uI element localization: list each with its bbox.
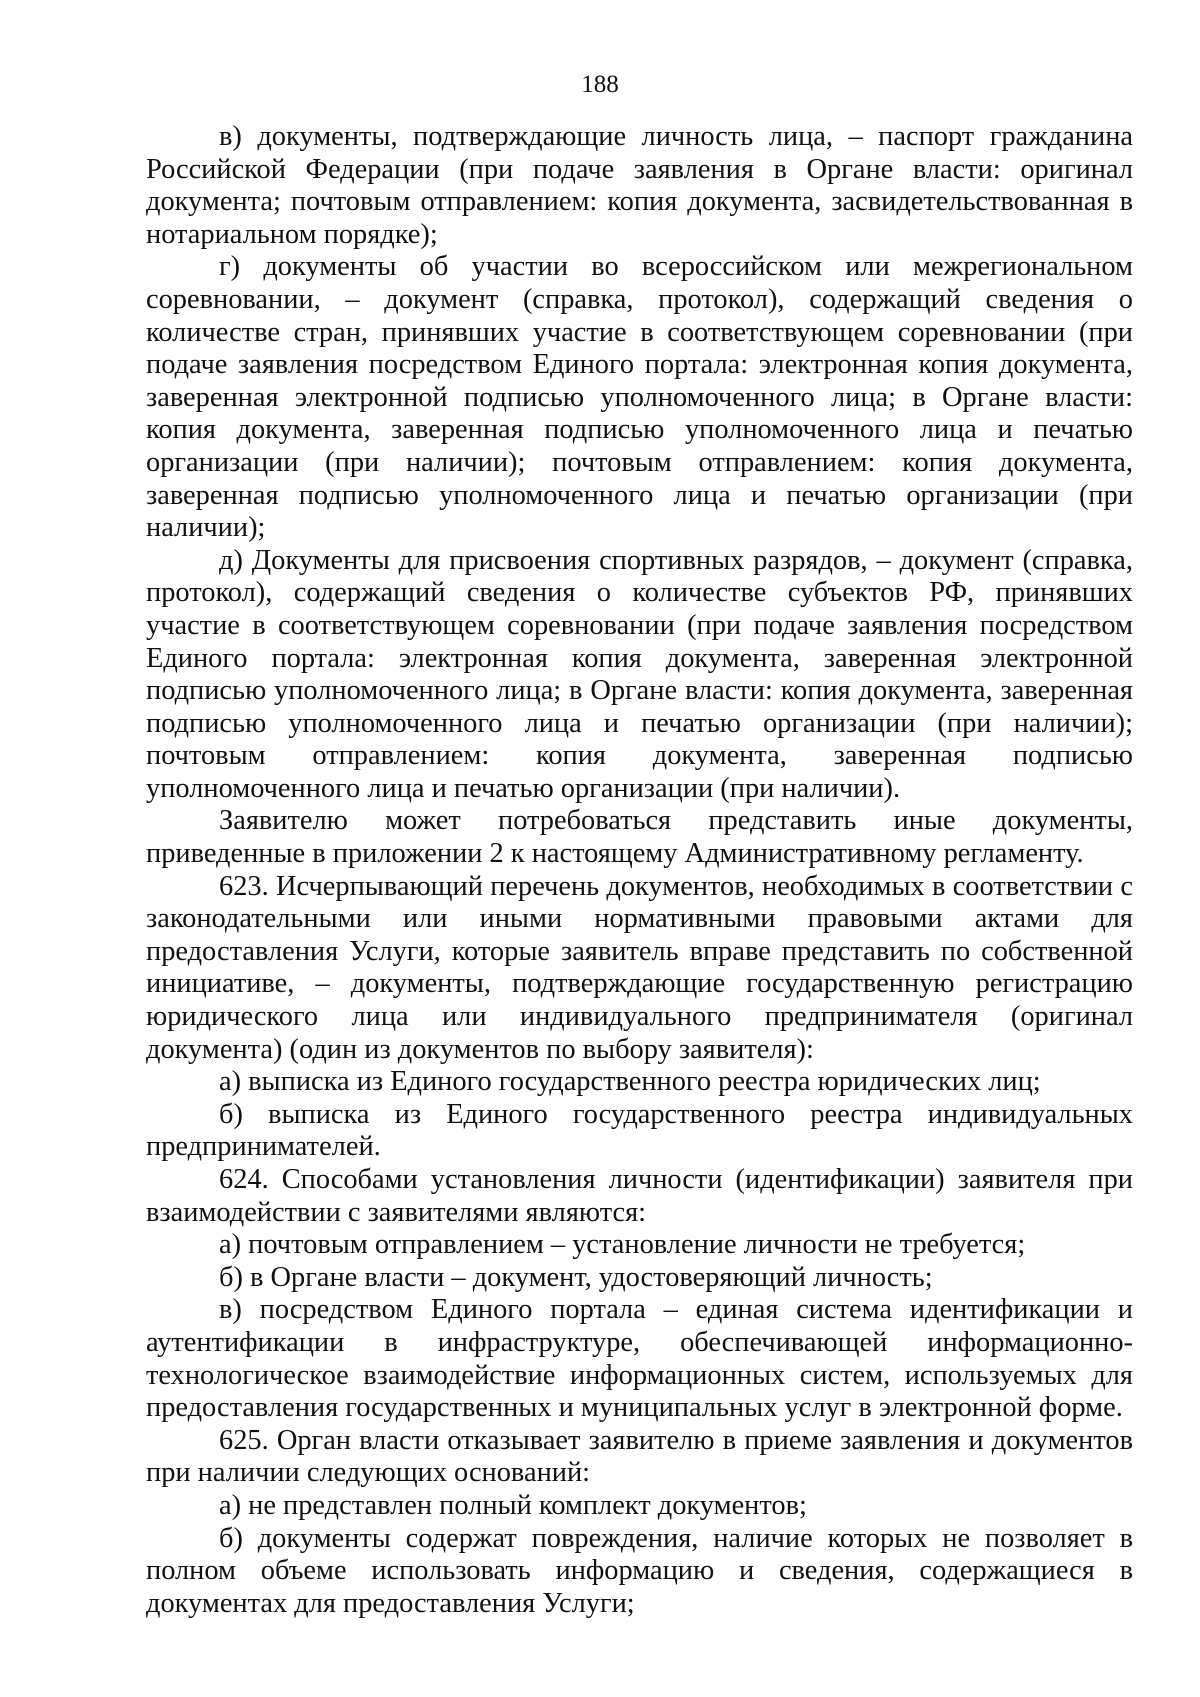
paragraph-sports-rank-documents: д) Документы для присвоения спортивных разрядов, – документ (справка, протокол), содержащий сведения о количестве субъектов РФ, принявших участие в соответствующем соревновании (при подаче заявления посредством Единого портала: электронная копия документа, заверенная электронной подписью уполномоченного лица; в Органе власти: копия документа, заверенная подписью уполномоченного лица и печатью организации (при наличии); почтовым отправлением: копия документа, заверенная подписью уполномоченного лица и печатью организации (при наличии).: [146, 544, 1133, 804]
paragraph-624-item-b: б) в Органе власти – документ, удостоверяющий личность;: [219, 1261, 933, 1293]
paragraph-623-item-a: а) выписка из Единого государственного реестра юридических лиц;: [219, 1066, 1041, 1098]
paragraph-competition-documents: г) документы об участии во всероссийском или межрегиональном соревновании, – документ (справка, протокол), содержащий сведения о количестве стран, принявших участие в соответствующем соревновании (при подаче заявления посредством Единого портала: электронная копия документа, заверенная электронной подписью уполномоченного лица; в Органе власти: копия документа, заверенная подписью уполномоченного лица и печатью организации (при наличии); почтовым отправлением: копия документа, заверенная подписью уполномоченного лица и печатью организации (при наличии);: [146, 251, 1133, 544]
paragraph-625-item-b: б) документы содержат повреждения, наличие которых не позволяет в полном объеме использовать информацию и сведения, содержащиеся в документах для предоставления Услуги;: [146, 1522, 1133, 1619]
paragraph-625-item-a: а) не представлен полный комплект документов;: [219, 1489, 807, 1521]
document-body: [146, 121, 1133, 1620]
paragraph-624: 624. Способами установления личности (идентификации) заявителя при взаимодействии с заявителями являются:: [146, 1164, 1133, 1228]
paragraph-624-item-a: а) почтовым отправлением – установление личности не требуется;: [219, 1229, 1026, 1261]
paragraph-623-item-b: б) выписка из Единого государственного реестра индивидуальных предпринимателей.: [146, 1098, 1133, 1163]
page-number: 188: [581, 71, 619, 98]
paragraph-623: 623. Исчерпывающий перечень документов, необходимых в соответствии с законодательными или иными нормативными правовыми актами для предоставления Услуги, которые заявитель вправе представить по собственной инициативе, – документы, подтверждающие государственную регистрацию юридического лица или индивидуального предпринимателя (оригинал документа) (один из документов по выбору заявителя):: [146, 870, 1133, 1065]
paragraph-other-documents: Заявителю может потребоваться представить иные документы, приведенные в приложении 2 к настоящему Административному регламенту.: [146, 805, 1133, 870]
paragraph-passport-documents: в) документы, подтверждающие личность лица, – паспорт гражданина Российской Федерации (при подаче заявления в Органе власти: оригинал документа; почтовым отправлением: копия документа, засвидетельствованная в нотариальном порядке);: [146, 121, 1133, 250]
paragraph-625: 625. Орган власти отказывает заявителю в приеме заявления и документов при наличии следующих оснований:: [146, 1424, 1133, 1489]
paragraph-624-item-c: в) посредством Единого портала – единая система идентификации и аутентификации в инфраструктуре, обеспечивающей информационно-технологическое взаимодействие информационных систем, используемых для предоставления государственных и муниципальных услуг в электронной форме.: [146, 1294, 1133, 1424]
